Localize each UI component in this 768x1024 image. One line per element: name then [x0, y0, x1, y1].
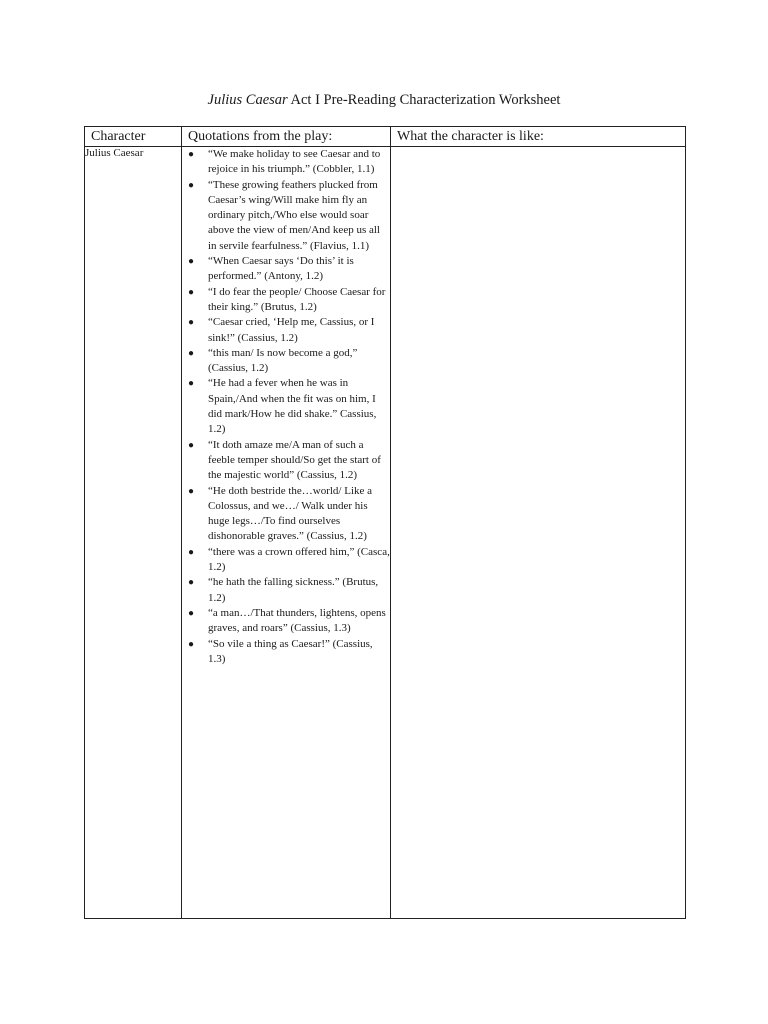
bullet-icon: ●: [188, 577, 195, 589]
bullet-icon: ●: [188, 256, 195, 268]
quotation-list: [182, 147, 390, 667]
quote-text: “It doth amaze me/A man of such a feeble temper should/So get the start of the majestic world” (Cassius, 1.2): [208, 438, 381, 482]
quote-item: [182, 575, 390, 606]
worksheet-title: [0, 92, 768, 109]
bullet-icon: ●: [188, 607, 195, 619]
quote-item: [182, 254, 390, 285]
bullet-icon: ●: [188, 378, 195, 390]
quote-item: [182, 315, 390, 346]
bullet-icon: ●: [188, 347, 195, 359]
quote-text: “These growing feathers plucked from Caesar’s wing/Will make him fly an ordinary pitch,/Who else would soar above the view of men/And keep us all in servile fearfulness.” (Flavius, 1.1): [208, 178, 380, 252]
quote-item: [182, 484, 390, 545]
title-play-name: Julius Caesar: [207, 92, 288, 108]
title-rest: Act I Pre-Reading Characterization Worksheet: [287, 92, 561, 108]
quote-text: “I do fear the people/ Choose Caesar for their king.” (Brutus, 1.2): [208, 285, 386, 313]
table-header-row: [85, 127, 686, 147]
table-row: [85, 147, 686, 919]
bullet-icon: ●: [188, 439, 195, 451]
character-name-cell: Julius Caesar: [85, 147, 182, 919]
quote-text: “We make holiday to see Caesar and to rejoice in his triumph.” (Cobbler, 1.1): [208, 148, 381, 176]
quote-text: “he hath the falling sickness.” (Brutus, 1.2): [208, 576, 379, 604]
characterization-table: [84, 126, 686, 919]
quote-item: [182, 637, 390, 668]
quote-text: “He had a fever when he was in Spain,/And when the fit was on him, I did mark/How he did shake.” Cassius, 1.2): [208, 377, 377, 436]
quote-item: [182, 545, 390, 576]
header-character-is-like: What the character is like:: [391, 127, 686, 147]
quote-item: [182, 346, 390, 377]
bullet-icon: ●: [188, 546, 195, 558]
quote-text: “So vile a thing as Caesar!” (Cassius, 1.3): [208, 637, 373, 665]
quote-text: “there was a crown offered him,” (Casca, 1.2): [208, 545, 390, 574]
bullet-icon: ●: [188, 638, 195, 650]
quote-item: [182, 178, 390, 254]
header-quotations: Quotations from the play:: [182, 127, 391, 147]
quote-item: [182, 606, 390, 637]
quote-item: [182, 147, 390, 178]
quote-item: [182, 438, 390, 484]
quote-text: “Caesar cried, ‘Help me, Cassius, or I sink!” (Cassius, 1.2): [208, 316, 375, 344]
quote-item: [182, 285, 390, 316]
quote-text: “When Caesar says ‘Do this’ it is performed.” (Antony, 1.2): [208, 255, 354, 283]
bullet-icon: ●: [188, 317, 195, 329]
bullet-icon: ●: [188, 485, 195, 497]
quote-text: “He doth bestride the…world/ Like a Colossus, and we…/ Walk under his huge legs…/To find ourselves dishonorable graves.” (Cassius, 1.2): [208, 484, 373, 543]
quotations-cell: [182, 147, 391, 919]
quote-item: [182, 376, 390, 437]
quote-text: “this man/ Is now become a god,” (Cassius, 1.2): [208, 346, 358, 375]
description-cell[interactable]: [391, 147, 686, 919]
header-character: Character: [85, 127, 182, 147]
bullet-icon: ●: [188, 179, 195, 191]
bullet-icon: ●: [188, 149, 195, 160]
bullet-icon: ●: [188, 286, 195, 298]
quote-text: “a man…/That thunders, lightens, opens graves, and roars” (Cassius, 1.3): [208, 606, 386, 635]
